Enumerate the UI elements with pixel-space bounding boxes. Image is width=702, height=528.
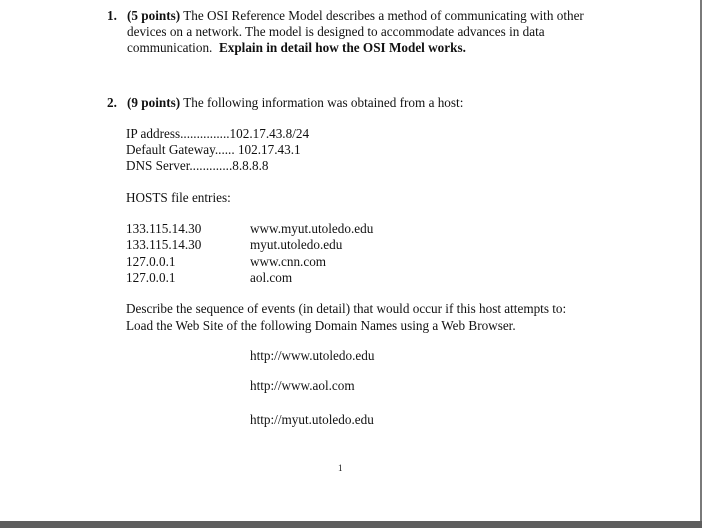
q1-points: (5 points) [127,8,181,23]
url-item: http://www.aol.com [250,378,355,393]
q1-emphasis: Explain in detail how the OSI Model works. [218,40,466,55]
config-label: DNS Server [126,158,190,173]
q1-text-line3: communication. [127,40,213,55]
config-value: 102.17.43.8/24 [229,126,310,141]
config-ip-address [126,126,309,142]
config-dns-server [126,158,269,174]
hosts-entry-ip: 127.0.0.1 [126,270,176,285]
config-default-gateway [126,142,301,158]
q2-number [107,95,117,111]
q2-points: (9 points) [127,95,181,110]
q1-text-line1: The OSI Reference Model describes a method of communicating with other [183,8,584,23]
hosts-entry-ip: 127.0.0.1 [126,254,176,269]
config-dots: ............... [180,126,230,141]
q1-line2: devices on a network. The model is designed to accommodate advances in data [127,24,545,39]
q1-line1 [127,8,584,24]
config-label: IP address [126,126,181,141]
hosts-entry-ip: 133.115.14.30 [126,221,202,236]
q2-number-label: 2. [107,95,117,110]
config-dots: ............. [189,158,233,173]
hosts-entry-ip: 133.115.14.30 [126,237,202,252]
hosts-heading: HOSTS file entries: [126,190,231,205]
config-dots: ...... [214,142,235,157]
q2-intro-line [127,95,463,111]
hosts-entry-name: www.cnn.com [250,254,327,269]
q1-line3 [127,40,466,56]
q2-intro: The following information was obtained from a host: [183,95,464,110]
config-value: 102.17.43.1 [234,142,301,157]
q1-number [107,8,117,24]
hosts-entry-name: www.myut.utoledo.edu [250,221,374,236]
config-value: 8.8.8.8 [232,158,269,173]
q1-number-label: 1. [107,8,117,23]
viewer-bottom-edge [0,521,702,528]
hosts-entry-name: aol.com [250,270,293,285]
describe-line1: Describe the sequence of events (in detail) that would occur if this host attempts to: [126,301,567,316]
hosts-entry-name: myut.utoledo.edu [250,237,343,252]
page-number: 1 [338,463,343,473]
url-item: http://www.utoledo.edu [250,348,375,363]
describe-line2: Load the Web Site of the following Domain Names using a Web Browser. [126,318,516,333]
url-item: http://myut.utoledo.edu [250,412,374,427]
config-label: Default Gateway [126,142,215,157]
